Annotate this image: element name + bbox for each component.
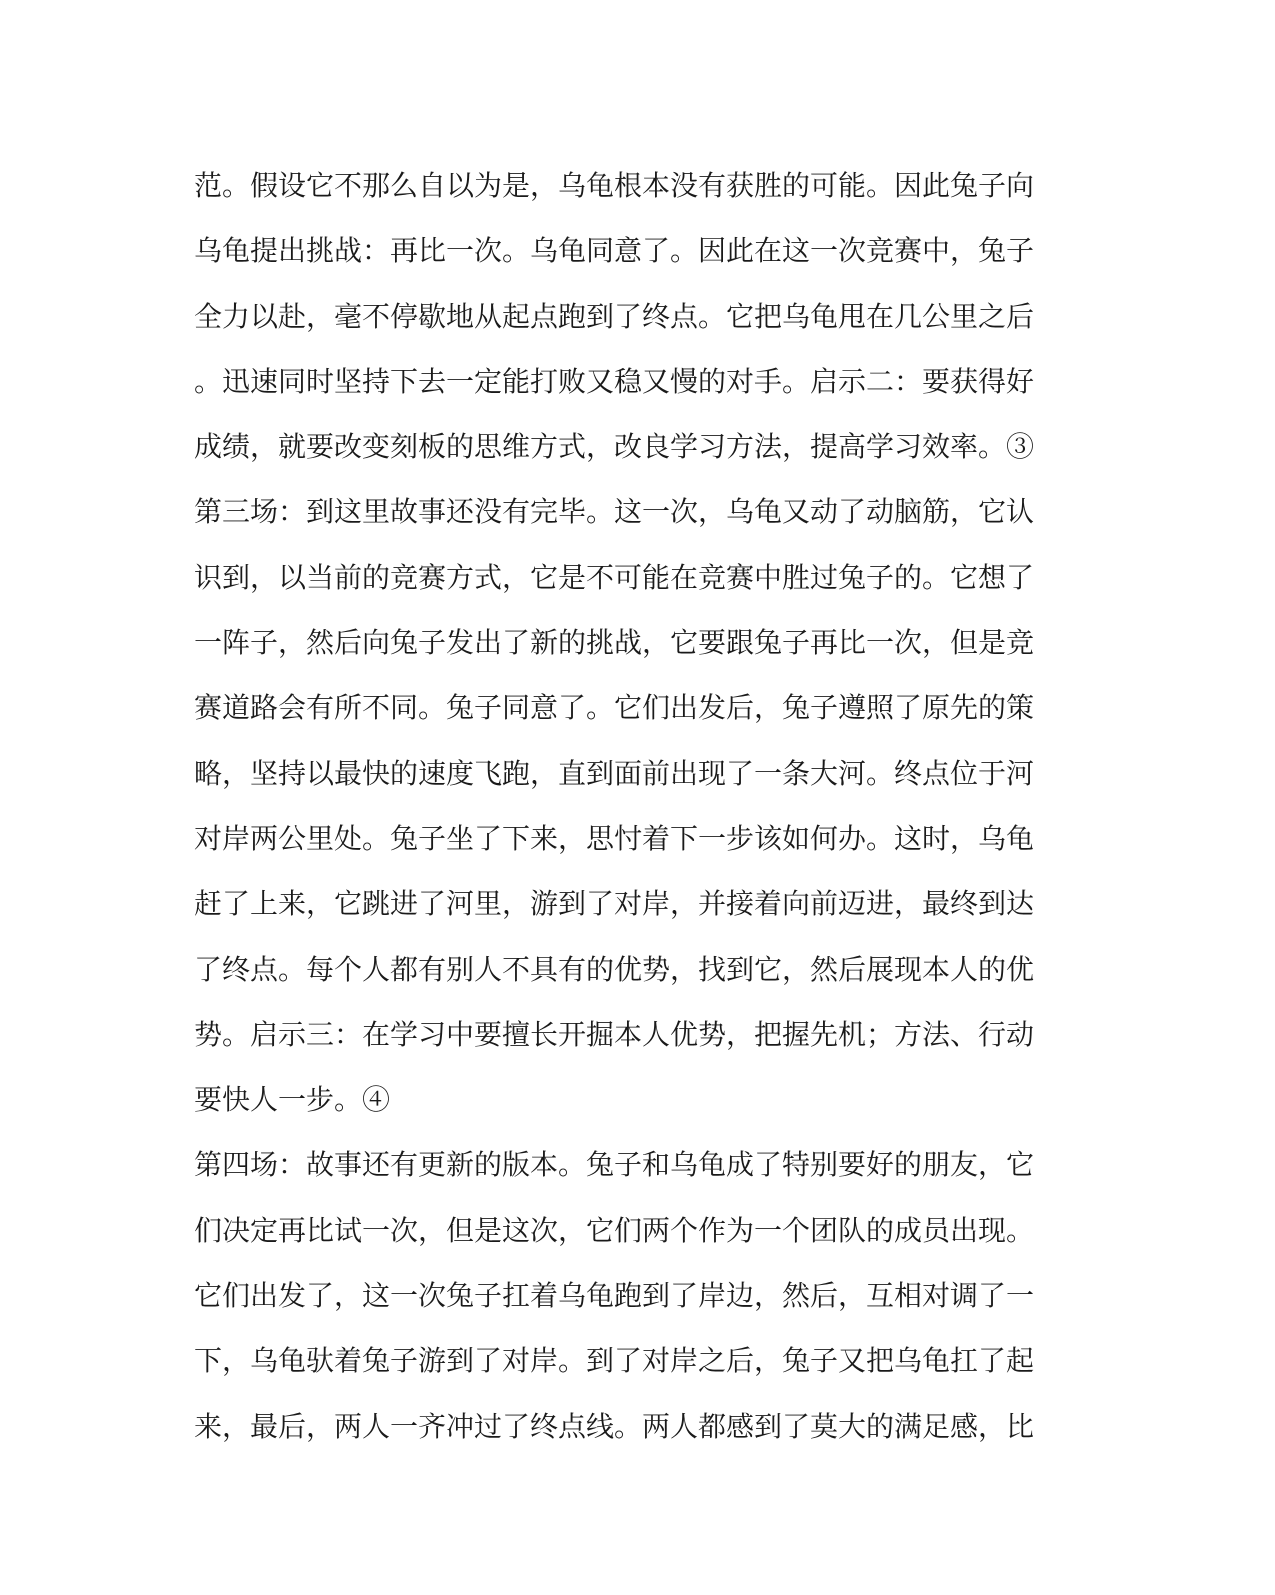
- text-line: 们决定再比试一次，但是这次，它们两个作为一个团队的成员出现。: [194, 1213, 1035, 1247]
- text-line: 范。假设它不那么自以为是，乌龟根本没有获胜的可能。因此兔子向: [194, 169, 1035, 202]
- text-line: 赶了上来，它跳进了河里，游到了对岸，并接着向前迈进，最终到达: [194, 887, 1035, 921]
- text-line: 一阵子，然后向兔子发出了新的挑战，它要跟兔子再比一次，但是竞: [194, 626, 1035, 660]
- text-line: 。迅速同时坚持下去一定能打败又稳又慢的对手。启示二：要获得好: [194, 364, 1035, 398]
- body-text: [194, 153, 1064, 1459]
- text-line: 对岸两公里处。兔子坐了下来，思忖着下一步该如何办。这时，乌龟: [194, 821, 1035, 855]
- text-line: 下，乌龟驮着兔子游到了对岸。到了对岸之后，兔子又把乌龟扛了起: [194, 1344, 1035, 1378]
- text-line: 第三场：到这里故事还没有完毕。这一次，乌龟又动了动脑筋，它认: [194, 495, 1035, 529]
- text-line: 来，最后，两人一齐冲过了终点线。两人都感到了莫大的满足感，比: [194, 1409, 1035, 1443]
- text-line: 要快人一步。④: [194, 1083, 391, 1117]
- text-line: 全力以赴，毫不停歇地从起点跑到了终点。它把乌龟甩在几公里之后: [194, 299, 1035, 333]
- text-line: 略，坚持以最快的速度飞跑，直到面前出现了一条大河。终点位于河: [194, 756, 1035, 790]
- text-line: 了终点。每个人都有别人不具有的优势，找到它，然后展现本人的优: [194, 952, 1035, 986]
- text-line: 成绩，就要改变刻板的思维方式，改良学习方法，提高学习效率。③: [194, 430, 1035, 464]
- text-line: 它们出发了，这一次兔子扛着乌龟跑到了岸边，然后，互相对调了一: [194, 1279, 1035, 1313]
- text-line: 乌龟提出挑战：再比一次。乌龟同意了。因此在这一次竞赛中，兔子: [194, 234, 1035, 268]
- text-line: 第四场：故事还有更新的版本。兔子和乌龟成了特别要好的朋友，它: [194, 1148, 1035, 1182]
- text-line: 势。启示三：在学习中要擅长开掘本人优势，把握先机；方法、行动: [194, 1017, 1035, 1051]
- text-line: 赛道路会有所不同。兔子同意了。它们出发后，兔子遵照了原先的策: [194, 691, 1035, 725]
- text-line: 识到，以当前的竞赛方式，它是不可能在竞赛中胜过兔子的。它想了: [194, 560, 1035, 594]
